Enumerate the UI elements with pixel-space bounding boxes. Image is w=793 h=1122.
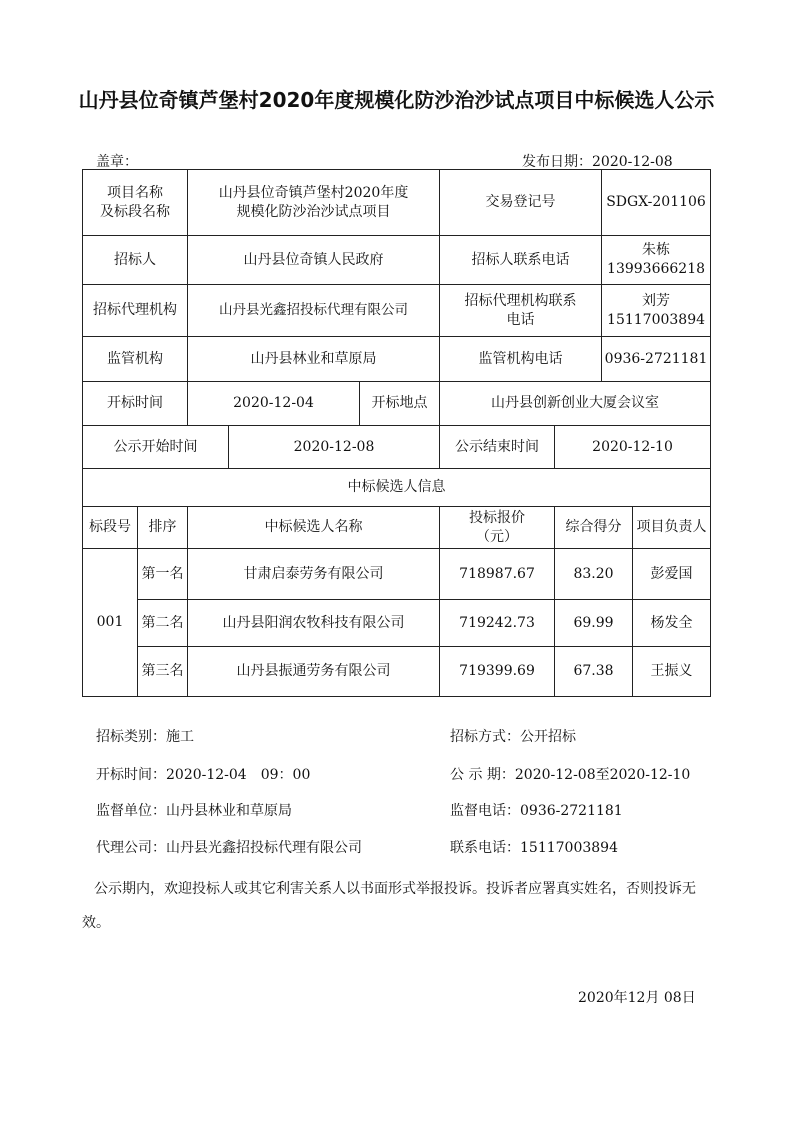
open-time: 开标时间：2020-12-04 09：00 [96,767,311,783]
open-place-value: 山丹县创新创业大厦会议室 [440,382,711,426]
col-header-price: 投标报价 （元） [440,507,555,549]
candidate-leader: 杨发全 [633,600,711,647]
supervisor-value: 山丹县林业和草原局 [188,337,440,382]
project-name-value: 山丹县位奇镇芦堡村2020年度 规模化防沙治沙试点项目 [188,170,440,236]
registration-no-label: 交易登记号 [440,170,602,236]
agency-value: 山丹县光鑫招投标代理有限公司 [188,285,440,337]
col-header-name: 中标候选人名称 [188,507,440,549]
candidates-section-title: 中标候选人信息 [83,469,711,507]
col-header-section: 标段号 [83,507,138,549]
agency-phone-value: 刘芳 15117003894 [602,285,711,337]
page-title: 山丹县位奇镇芦堡村2020年度规模化防沙治沙试点项目中标候选人公示 [78,88,715,112]
notice-end-value: 2020-12-10 [555,426,711,469]
section-number: 001 [83,549,138,697]
notice-start-value: 2020-12-08 [229,426,440,469]
document-date: 2020年12月 08日 [578,990,696,1006]
candidate-price: 719399.69 [440,647,555,697]
notice-end-label: 公示结束时间 [440,426,555,469]
candidate-score: 67.38 [555,647,633,697]
agent-company: 代理公司：山丹县光鑫招投标代理有限公司 [96,840,362,856]
table-row [83,549,711,600]
publish-date: 发布日期：2020-12-08 [522,154,673,170]
supervising-phone: 监督电话：0936-2721181 [450,803,623,819]
candidate-rank: 第二名 [138,600,188,647]
complaint-notice: 公示期内，欢迎投标人或其它利害关系人以书面形式举报投诉。投诉者应署真实姓名，否则投诉无效。 [82,881,696,931]
candidate-price: 718987.67 [440,549,555,600]
notice-start-label: 公示开始时间 [83,426,229,469]
notice-period: 公 示 期：2020-12-08至2020-12-10 [450,767,691,783]
candidate-leader: 王振义 [633,647,711,697]
open-place-label: 开标地点 [360,382,440,426]
candidate-score: 83.20 [555,549,633,600]
candidate-leader: 彭爱国 [633,549,711,600]
supervisor-phone-label: 监管机构电话 [440,337,602,382]
table-row [83,600,711,647]
table-row [83,647,711,697]
supervisor-phone-value: 0936-2721181 [602,337,711,382]
candidate-rank: 第一名 [138,549,188,600]
candidate-rank: 第三名 [138,647,188,697]
col-header-rank: 排序 [138,507,188,549]
tenderer-value: 山丹县位奇镇人民政府 [188,236,440,285]
supervisor-label: 监管机构 [83,337,188,382]
agency-label: 招标代理机构 [83,285,188,337]
agency-phone-label: 招标代理机构联系 电话 [440,285,602,337]
tender-category: 招标类别：施工 [96,729,194,745]
col-header-leader: 项目负责人 [633,507,711,549]
tender-method: 招标方式：公开招标 [450,729,576,745]
supervising-unit: 监督单位：山丹县林业和草原局 [96,803,292,819]
candidate-price: 719242.73 [440,600,555,647]
registration-no-value: SDGX-201106 [602,170,711,236]
agent-phone: 联系电话：15117003894 [450,840,618,856]
candidate-score: 69.99 [555,600,633,647]
tenderer-label: 招标人 [83,236,188,285]
candidate-name: 甘肃启泰劳务有限公司 [188,549,440,600]
candidate-name: 山丹县阳润农牧科技有限公司 [188,600,440,647]
open-time-value: 2020-12-04 [188,382,360,426]
tenderer-phone-value: 朱栋 13993666218 [602,236,711,285]
candidate-name: 山丹县振通劳务有限公司 [188,647,440,697]
col-header-score: 综合得分 [555,507,633,549]
project-name-label: 项目名称 及标段名称 [83,170,188,236]
open-time-label: 开标时间 [83,382,188,426]
tender-info-table [82,169,711,697]
seal-label: 盖章： [96,154,138,170]
tenderer-phone-label: 招标人联系电话 [440,236,602,285]
